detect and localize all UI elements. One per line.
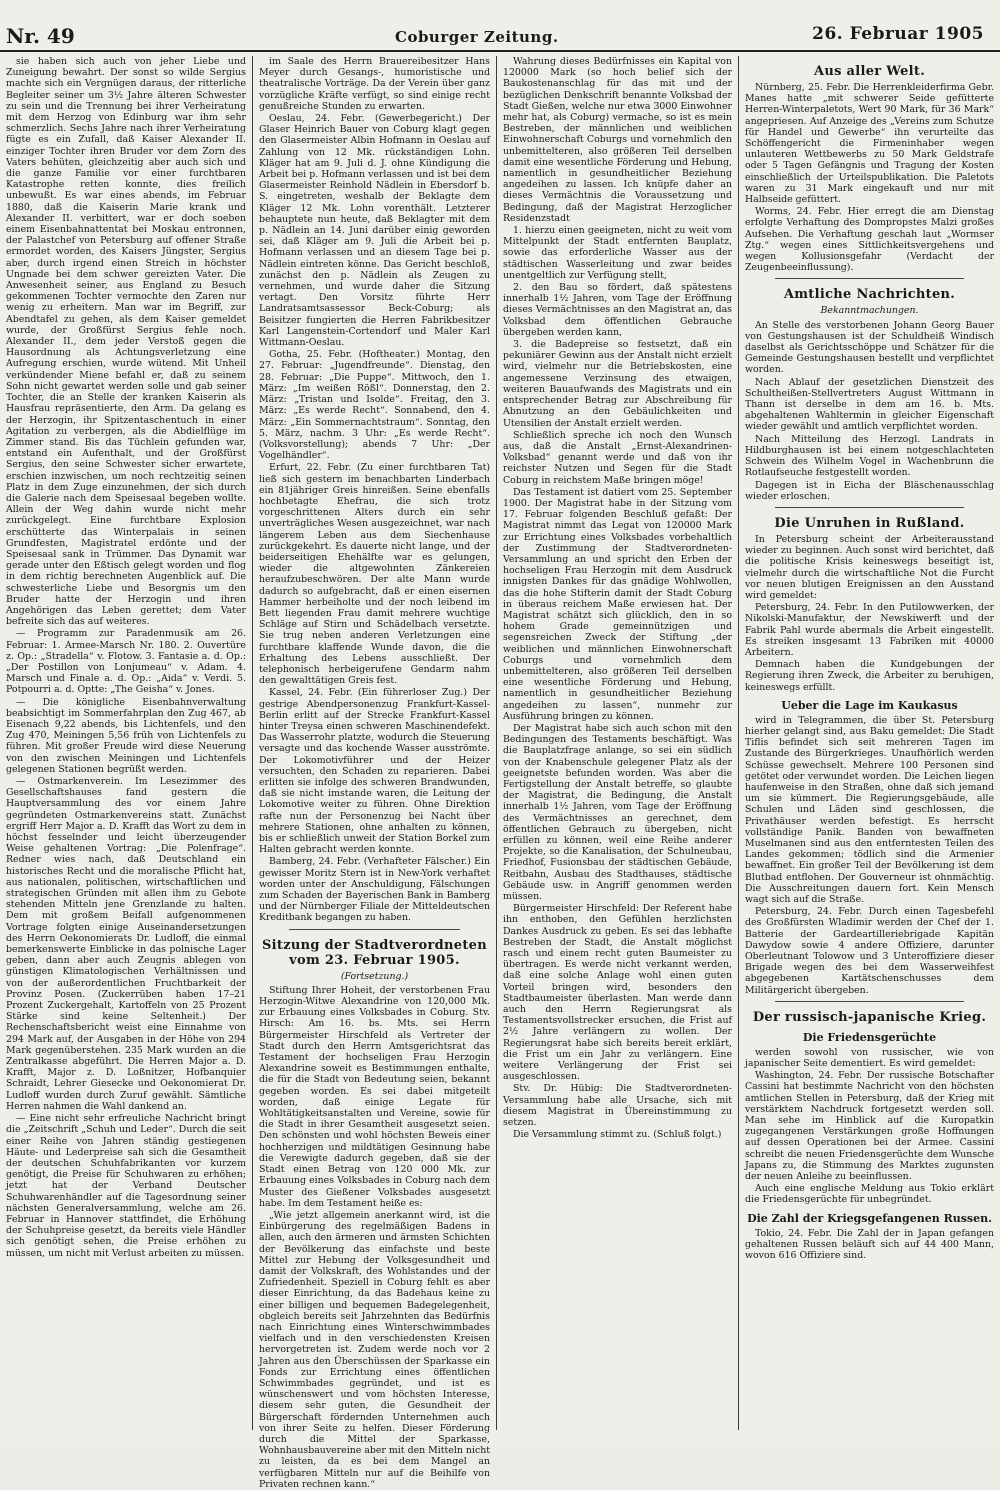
section-heading-stadtverordnete: Sitzung der Stadtverordneten vom 23. Februar 1905.	[261, 937, 487, 968]
issue-date: 26. Februar 1905	[812, 24, 984, 44]
masthead	[0, 0, 1000, 52]
section-subheading-friedensgeruechte: Die Friedensgerüchte	[802, 1030, 937, 1044]
divider	[289, 929, 460, 930]
article-paragraph: 3. die Badepreise so festsetzt, daß ein pekuniärer Gewinn aus der Anstalt nicht erzielt wird, vielmehr nur die Betriebskosten, eine angemessene Verzinsung des etwaigen, weiteren Bauaufwands des Magistrats und ein entsprechender Betrag zur Abschreibung für Abnutzung an den Gebäulichkeiten und Utensilien der Anstalt erzielt werden.	[503, 339, 732, 429]
article-paragraph: werden sowohl von russischer, wie von japanischer Seite dementiert. Es wird gemeldet:	[745, 1046, 994, 1070]
section-heading-amtliche-nachrichten: Amtliche Nachrichten.	[783, 287, 956, 303]
section-subheading-kaukasus: Ueber die Lage im Kaukasus	[781, 698, 958, 712]
article-paragraph: Washington, 24. Febr. Der russische Botschafter Cassini hat bestimmte Nachricht von den höchsten amtlichen Stellen in Petersburg, daß der Krieg mit verstärktem Nachdruck fortgesetzt werden soll. Man sehe im Hinblick auf die Kuropatkin zugegangenen Verstärkungen große Hoffnungen auf dessen Operationen bei der Armee. Cassini schreibt die neuen Friedensgerüchte dem Wunsche Japans zu, die Stimmung des Marktes zugunsten der neuen Anleihe zu beeinflussen.	[745, 1070, 994, 1183]
article-paragraph: Demnach haben die Kundgebungen der Regierung ihren Zweck, die Arbeiter zu beruhigen, keineswegs erfüllt.	[745, 659, 994, 693]
divider	[775, 507, 964, 508]
article-paragraph: Nach Ablauf der gesetzlichen Dienstzeit des Schultheißen-Stellvertreters August Wittmann in Thann ist derselbe in dem am 16. b. Mts. abgehaltenen Wahltermin in gleicher Eigenschaft wieder gewählt und amtlich verpflichtet worden.	[745, 376, 994, 433]
article-paragraph: 2. den Bau so fördert, daß spätestens innerhalb 1½ Jahren, vom Tage der Eröffnung dieses Vermächtnisses an den Magistrat an, das Volksbad dem öffentlichen Gebrauche übergeben werden kann,	[503, 282, 732, 338]
column-3	[497, 52, 738, 1438]
article-paragraph: — Die königliche Eisenbahnverwaltung beabsichtigt im Sommerfahrplan den Zug 467, ab Eisenach 9,22 abends, bis Lichtenfels, und den Zug 470, Meiningen 5,56 früh von Lichtenfels zu führen. Mit großer Freude wird diese Neuerung von den zwischen Meiningen und Lichtenfels gelegenen Stationen begrüßt werden.	[6, 696, 246, 775]
divider	[775, 1001, 964, 1002]
article-paragraph: Das Testament ist datiert vom 25. September 1900. Der Magistrat habe in der Sitzung vom 17. Februar folgenden Beschluß gefaßt: Der Magistrat nimmt das Legat von 120000 Mark zur Errichtung eines Volksbades vorbehaltlich der Zustimmung der Stadtverordneten-Versammlung an und spricht den Erben der hochseligen Frau Herzogin mit dem Ausdruck innigsten Dankes für das gnädige Wohlwollen, das die hohe Stifterin damit der Stadt Coburg in überaus reichem Maße erwiesen hat. Der Magistrat schätzt sich glücklich, den in so hohem Grade gemeinnützigen und segensreichen Zweck der Stiftung „der weiblichen und männlichen Einwohnerschaft Coburgs und vornehmlich dem unbemittelteren, also größeren Teil derselben eine wesentliche Förderung und Hebung, namentlich in gesundheitlicher Beziehung angedeihen zu lassen“, nunmehr zur Ausführung bringen zu können.	[503, 486, 732, 722]
article-paragraph: — Eine nicht sehr erfreuliche Nachricht bringt die „Zeitschrift „Schuh und Leder“. Durch die seit einer Reihe von Jahren ständig gestiegenen Häute- und Lederpreise sah sich die Gesamtheit der deutschen Schuhfabrikanten vor kurzem genötigt, die Preise für Schuhwaren zu erhöhen; jetzt hat der Verband Deutscher Schuhwarenhändler auf die Tagesordnung seiner nächsten Generalversammlung, welche am 26. Februar in Hannover stattfindet, die Erhöhung der Schuhpreise gesetzt, da bereits viele Händler sich genötigt sehen, die Preise erhöhen zu müssen, um nicht mit Verlust arbeiten zu müssen.	[6, 1113, 246, 1259]
article-paragraph: Der Magistrat habe sich auch schon mit den Bedingungen des Testaments beschäftigt. Was die Bauplatzfrage anlange, so sei ein südlich von der Knabenschule gelegener Platz als der geeignetste befunden worden. Was aber die Fertigstellung der Anstalt betreffe, so glaubte der Magistrat, die Bedingung, die Anstalt innerhalb 1½ Jahren, vom Tage der Eröffnung des Vermächtnisses an gerechnet, dem öffentlichen Gebrauch zu übergeben, nicht erfüllen zu können, weil eine Reihe anderer Projekte, so die Kanalisation, der Schulneubau, Friedhof, Fusionsbau der städtischen Gebäude, Reitbahn, Ausbau des Stadthauses, städtische Gebäude usw. in Angriff genommen werden müssen.	[503, 722, 732, 903]
section-heading-krieg: Der russisch-japanische Krieg.	[752, 1009, 987, 1025]
section-subheading: (Fortsetzung.)	[340, 970, 409, 982]
article-paragraph: — Ostmarkenverein. Im Lesezimmer des Gesellschaftshauses fand gestern die Hauptversammlung des vor einem Jahre gegründeten Ostmarkenvereins statt. Zunächst ergriff Herr Major a. D. Krafft das Wort zu dem in höchst fesselnder und leicht überzeugender Weise gehaltenen Vortrag: „Die Polenfrage“. Redner wies nach, daß Deutschland ein historisches Recht und die moralische Pflicht hat, aus nationalen, politischen, wirtschaftlichen und strategischen Gründen mit allen ihm zu Gebote stehenden Mitteln jene Grenzlande zu halten. Dem mit großem Beifall aufgenommenen Vortrage folgten einige Auseinandersetzungen des Herrn Oekonomierats Dr. Ludloff, die einmal bemerkenswerte Einblicke in das polnische Lager geben, dann aber auch Zeugnis ablegen von günstigen Klimatologischen Verhältnissen und von der außerordentlichen Fruchtbarkeit der Provinz Posen. (Zuckerrüben haben 17–21 Prozent Zuckergehalt, Kartoffeln von 25 Prozent Stärke sind keine Seltenheit.) Der Rechenschaftsbericht weist eine Einnahme von 294 Mark auf, der Ausgaben in der Höhe von 294 Mark gegenüberstehen. 235 Mark wurden an die Zentralkasse abgeführt. Die Herren Major a. D. Krafft, Major z. D. Loßnitzer, Hofbanquier Schraidt, Lehrer Giesecke und Oekonomierat Dr. Ludloff wurden durch Zuruf gewählt. Sämtliche Herren nahmen die Wahl dankend an.	[6, 776, 246, 1112]
article-paragraph: In Petersburg scheint der Arbeiterausstand wieder zu beginnen. Auch sonst wird berichtet, daß die politische Krisis keineswegs beseitigt ist, vielmehr durch die wirtschaftliche Not die Furcht vor neuen blutigen Ereignissen an den Ausstand wird gemeldet:	[745, 533, 994, 601]
issue-number: Nr. 49	[6, 24, 75, 48]
article-paragraph: Auch eine englische Meldung aus Tokio erklärt die Friedensgerüchte für unbegründet.	[745, 1183, 994, 1206]
article-paragraph: Petersburg, 24. Febr. In den Putilowwerken, der Nikolski-Manufaktur, der Newskiwerft und der Fabrik Pahl wurde abermals die Arbeit eingestellt. Es streiken insgesamt 13 Fabriken mit 40000 Arbeitern.	[745, 602, 994, 658]
article-paragraph: Worms, 24. Febr. Hier erregt die am Dienstag erfolgte Verhaftung des Dompropstes Malzi großes Aufsehen. Die Verhaftung geschah laut „Wormser Ztg.“ wegen eines Sittlichkeitsvergehens und wegen Kollusionsgefahr (Verdacht der Zeugenbeeinflussung).	[745, 206, 994, 274]
article-paragraph: Schließlich spreche ich noch den Wunsch aus, daß die Anstalt „Ernst-Alexandrinen-Volksbad“ genannt werde und daß von ihr reichster Nutzen und Segen für die Stadt Coburg in reichstem Maße bringen möge!	[503, 429, 732, 486]
article-paragraph: 1. hierzu einen geeigneten, nicht zu weit vom Mittelpunkt der Stadt entfernten Bauplatz, sowie das erforderliche Wasser aus der städtischen Wasserleitung und zwar beides unentgeltlich zur Verfügung stellt,	[503, 225, 732, 281]
article-paragraph: Stv. Dr. Hübig: Die Stadtverordneten-Versammlung habe alle Ursache, sich mit diesem Magistrat in Übereinstimmung zu setzen.	[503, 1083, 732, 1129]
column-1	[0, 52, 252, 1438]
article-paragraph: Bamberg, 24. Febr. (Verhafteter Fälscher.) Ein gewisser Moritz Stern ist in New-York verhaftet worden unter der Anschuldigung, Fälschungen zum Schaden der Bayerischen Bank in Bamberg und der Nürnberger Filiale der Mitteldeutschen Kreditbank begangen zu haben.	[259, 856, 490, 924]
article-paragraph: Erfurt, 22. Febr. (Zu einer furchtbaren Tat) ließ sich gestern im benachbarten Linderbach ein 81jähriger Greis hinreißen. Seine ebenfalls hochbetagte Ehefrau, die sich trotz vorgeschrittenen Alters durch ein sehr unverträgliches Wesen ausgezeichnet, war nach längerem Leben aus dem Siechenhause zurückgekehrt. Es dauerte nicht lange, und der beiderseitigen Ehehälfte war es gelungen, wieder die altgewohnten Zänkereien heraufzubeschwören. Der alte Mann wurde dadurch so aufgebracht, daß er einen eisernen Hammer herbeiholte und der noch leibend im Bett liegenden Frau damit mehrere wuchtige Schläge auf Stirn und Schädelbach versetzte. Sie trug neben anderen Verletzungen eine furchtbare klaffende Wunde davon, die die Erhaltung des Lebens ausschließt. Der telephonisch herbeigerufene Gendarm nahm den gewalttätigen Greis fest.	[259, 462, 490, 687]
section-subheading: Bekanntmachungen.	[820, 305, 919, 317]
article-paragraph: — Programm zur Paradenmusik am 26. Februar: 1. Armee-Marsch Nr. 180. 2. Ouvertüre z. Op.: „Stradella“ v. Flotow. 3. Fantasie a. d. Op.: „Der Postillon von Lonjumeau“ v. Adam. 4. Marsch und Finale a. d. Op.: „Aida“ v. Verdi. 5. Potpourri a. d. Optte: „The Geisha“ v. Jones.	[6, 628, 246, 696]
article-paragraph: „Wie jetzt allgemein anerkannt wird, ist die Einbürgerung des regelmäßigen Badens in allen, auch den ärmeren und ärmsten Schichten der Bevölkerung das einfachste und beste Mittel zur Hebung der Volksgesundheit und damit der Volkskraft, des Wohlstandes und der Zufriedenheit. Speziell in Coburg fehlt es aber dieser Einrichtung, da das Badehaus keine zu einer billigen und bequemen Badegelegenheit, obgleich bereits seit Jahrzehnten das Bedürfnis nach Einrichtung eines Winterschwimmbades vielfach und in den verschiedensten Kreisen hervorgetreten ist. Zudem werde noch vor 2 Jahren aus den Überschüssen der Sparkasse ein Fonds zur Errichtung eines öffentlichen Schwimmbades gegründet, und ist es wünschenswert und vom höchsten Interesse, diesem sehr guten, die Gesundheit der Bürgerschaft fördernden Unternehmen auch von ihrer Seite zu helfen. Dieser Förderung durch die Mittel der Sparkasse, Wohnhausbauvereine aber mit den Mitteln nicht zu leisten, da es bei dem Mangel an verfügbaren Mitteln nur auf die Beihilfe von Privaten rechnen kann.“	[259, 1209, 490, 1490]
columns	[0, 52, 1000, 1490]
article-paragraph: Die Versammlung stimmt zu. (Schluß folgt.)	[513, 1129, 722, 1141]
newspaper-title: Coburger Zeitung.	[395, 28, 559, 46]
article-paragraph: Gotha, 25. Febr. (Hoftheater.) Montag, den 27. Februar: „Jugendfreunde“. Dienstag, den 28. Februar: „Die Puppe“. Mittwoch, den 1. März: „Im weißen Rößl“. Donnerstag, den 2. März: „Tristan und Isolde“. Freitag, den 3. März: „Es werde Recht“. Sonnabend, den 4. März: „Ein Sommernachtstraum“. Sonntag, den 5. März, nachm. 3 Uhr: „Es werde Recht“. (Volksvorstellung); abends 7 Uhr: „Der Vogelhändler“.	[259, 349, 490, 462]
article-paragraph: Oeslau, 24. Febr. (Gewerbegericht.) Der Glaser Heinrich Bauer von Coburg klagt gegen den Glasermeister Albin Hofmann in Oeslau auf Zahlung von 12 Mk. rückständigen Lohn. Kläger hat am 9. Juli d. J. ohne Kündigung die Arbeit bei p. Hofmann verlassen und ist bei dem Glasermeister Reinhold Nädlein in Ebersdorf b. S. eingetreten, weshalb der Beklagte dem Kläger 12 Mk. Lohn vorenthält. Letzterer behauptete nun heute, daß Beklagter mit dem p. Nädlein an 14. Juni darüber einig geworden sei, daß Kläger am 9. Juli die Arbeit bei p. Hofmann verlassen und an diesem Tage bei p. Nädlein eintreten könne. Das Gericht beschloß, zunächst den p. Nädlein als Zeugen zu vernehmen, und wurde daher die Sitzung vertagt. Den Vorsitz führte Herr Landratsamtsassessor Beck-Coburg; als Beisitzer fungierten die Herren Fabrikbesitzer Karl Langenstein-Cortendorf und Maler Karl Wittmann-Oeslau.	[259, 113, 490, 349]
article-paragraph: Dagegen ist in Eicha der Bläschenausschlag wieder erloschen.	[745, 479, 994, 502]
article-paragraph: Tokio, 24. Febr. Die Zahl der in Japan gefangen gehaltenen Russen beläuft sich auf 44 400 Mann, wovon 616 Offiziere sind.	[745, 1227, 994, 1262]
divider	[775, 278, 964, 279]
article-paragraph: wird in Telegrammen, die über St. Petersburg hierher gelangt sind, aus Baku gemeldet: Die Stadt Tiflis befindet sich seit mehreren Tagen im Zustande des Bürgerkrieges. Unaufhörlich werden Schüsse gewechselt. Mehrere 100 Personen sind getötet oder verwundet worden. Die Leichen liegen haufenweise in den Straßen, ohne daß sich jemand um sie kümmert. Die Regierungsgebäude, alle Schulen und Läden sind geschlossen, die Privathäuser werden befestigt. Es herrscht vollständige Panik. Banden von bewaffneten Muselmanen sind aus den entferntesten Teilen des Landes gekommen; tödlich sind die Armenier bewaffnet. Ein großer Teil der Bevölkerung ist dem Blutbad entflohen. Der Gouverneur ist ohnmächtig. Die Ausschreitungen dauern fort. Kein Mensch wagt sich auf die Straße.	[745, 714, 994, 905]
column-2	[253, 52, 496, 1490]
article-paragraph: Kassel, 24. Febr. (Ein führerloser Zug.) Der gestrige Abendpersonenzug Frankfurt-Kassel-Berlin erlitt auf der Strecke Frankfurt-Kassel hinter Treysa einen schweren Maschinendefekt. Das Wasserrohr platzte, wodurch die Steuerung versagte und das kochende Wasser ausströmte. Der Lokomotivführer und der Heizer versuchten, den Schaden zu reparieren. Dabei erlitten sie infolge des schweren Brandwunden, daß sie nicht imstande waren, die Leitung der Lokomotive weiter zu führen. Ohne Direktion rafte nun der Personenzug bei Nacht über mehrere Stationen, ohne anhalten zu können, bis er schließlich unweit der Station Borkel zum Halten gebracht werden konnte.	[259, 687, 490, 856]
article-paragraph: Bürgermeister Hirschfeld: Der Referent habe ihn enthoben, den Gefühlen herzlichsten Dankes Ausdruck zu geben. Es sei das lebhafte Bestreben der Stadt, die Anstalt möglichst rasch und einem recht guten Baumeister zu übertragen. Es werde nicht verkannt werden, daß eine solche Anlage wohl einen guten Vorteil bringen wird, besonders den Stadtbaumeister überlasten. Man werde dann auch den Herrn Regierungsrat als Testamentsvollstrecker ersuchen, die Frist auf 2½ Jahre verlängern zu wollen. Der Regierungsrat habe sich bereits bereit erklärt, die Frist um ein Jahr zu verlängern. Eine weitere Verlängerung der Frist sei ausgeschlossen.	[503, 903, 732, 1083]
article-paragraph: Nürnberg, 25. Febr. Die Herrenkleiderfirma Gebr. Manes hatte „mit schwerer Seide gefütterte Herren-Winterpaletots, Wert 90 Mark, für 36 Mark“ angepriesen. Auf Anzeige des „Vereins zum Schutze für Handel und Gewerbe“ ihn verurteilte das Schöffengericht die Firmeninhaber wegen unlauteren Wettbewerbs zu 50 Mark Geldstrafe oder 5 Tagen Gefängnis und Tragung der Kosten einschließlich der Urteilspublikation. Die Paletots waren zu 31 Mark eingekauft und nur mit Halbseide gefüttert.	[745, 82, 994, 206]
article-paragraph: Wahrung dieses Bedürfnisses ein Kapital von 120000 Mark (so hoch belief sich der Baukostenanschlag für das mit und der bezüglichen Denkschrift benannte Volksbad der Stadt Gießen, welche nur etwa 3000 Einwohner mehr hat, als Coburg) vermache, so ist es mein Bestreben, der männlichen und weiblichen Einwohnerschaft Coburgs und vornehmlich den unbemittelteren, also größeren Teil derselben damit eine wesentliche Förderung und Hebung, namentlich in gesundheitlicher Beziehung angedeihen zu lassen. Ich knüpfe daher an dieses Vermächtnis die Voraussetzung und Bedingung, daß der Magistrat Herzoglicher Residenzstadt	[503, 56, 732, 224]
section-subheading-kriegsgefangene: Die Zahl der Kriegsgefangenen Russen.	[747, 1211, 992, 1225]
article-paragraph: Nach Mitteilung des Herzogl. Landrats in Hildburghausen ist bei einem notgeschlachteten Schwein des Wilhelm Vogel in Wachenbrunn die Rotlaufseuche festgestellt worden.	[745, 433, 994, 479]
column-4	[739, 52, 1000, 1438]
article-paragraph: An Stelle des verstorbenen Johann Georg Bauer von Gestungshausen ist der Schuldheiß Windisch daselbst als Gerichtsschöppe und Schätzer für die Gemeinde Gestungshausen bestellt und verpflichtet worden.	[745, 319, 994, 376]
article-paragraph: im Saale des Herrn Brauereibesitzer Hans Meyer durch Gesangs-, humoristische und theatralische Vorträge. Da der Verein über ganz vorzügliche Kräfte verfügt, so sind einige recht genußreiche Stunden zu erwarten.	[259, 56, 490, 112]
article-paragraph: sie haben sich auch von jeher Liebe und Zuneigung bewahrt. Der sonst so wilde Sergius machte sich ein Vergnügen daraus, der ritterliche Begleiter seiner um 3½ Jahre älteren Schwester zu sein und die Trennung bei ihrer Verheiratung mit dem Herzog von Edinburg war ihm sehr schmerzlich. Sechs Jahre nach ihrer Verheiratung fügte es ein Zufall, daß Kaiser Alexander II. einziger Tochter ihren Bruder vor dem Zorn des Vaters behüten, gleichzeitig aber auch sich und die ganze Familie vor einer furchtbaren Katastrophe retten konnte, dies freilich unbewußt. Es war eines abends, im Februar 1880, daß die Kaiserin Marie krank und Alexander II. verbittert, war er doch soeben einem Eisenbahnattentat bei Moskau entronnen, der Palastchef von Petersburg auf offener Straße ermordet worden, des Kaisers Jüngster, Sergius aber, durch irgend einen Streich in höchster Ungnade bei dem schwer gereizten Vater. Die Anwesenheit seiner, aus England zu Besuch gekommenen Tochter vermochte den Zaren nur wenig zu erheitern. Man war im Begriff, zur Abendtafel zu gehen, als dem Kaiser gemeldet wurde, der Großfürst Sergius fehle noch. Alexander II., dem jeder Verstoß gegen die Hausordnung als Achtungsverletzung eine Aufregung erschien, wurde wütend. Mit Unheil verkündender Miene befahl er, daß zu seinem Sohn nicht gewartet werden solle und gab seiner Tochter, die an Stelle der kranken Kaiserin als Hausfrau repräsentierte, den Arm. Da gelang es der Herzogin, ihr Spitzentaschentuch in einer Agitation zu verbergen, als die Abdielflüge im Zimmer stand. Bis das Tüchlein gefunden war, entstand ein Aufenthalt, und der Großfürst Sergius, den seine Schwester sicher erwartete, erschien inzwischen, um noch rechtzeitig seinen Platz in dem Zuge einzunehmen, der sich durch die Galerie nach dem Speisesaal begeben wollte. Allein der Weg dahin wurde nicht mehr zurückgelegt. Eine furchtbare Explosion erschütterte das Winterpalais in seinen Grundfesten, Magistratel erdönte und der Speisesaal sank in Trümmer. Das Dynamit war gerade unter den Eßtisch gelegt worden und flog in dem richtig berechneten Augenblick auf. Die schwesterliche Liebe und Besorgnis um den Bruder hatte der Herzogin und ihren Angehörigen das Leben gerettet; dem Vater befreite sich das auf weiteres.	[6, 56, 246, 628]
section-heading-aus-aller-welt: Aus aller Welt.	[813, 64, 926, 79]
article-paragraph: Stiftung Ihrer Hoheit, der verstorbenen Frau Herzogin-Witwe Alexandrine von 120,000 Mk. zur Erbauung eines Volksbades in Coburg. Stv. Hirsch: Am 16. bs. Mts. sei Herrn Bürgermeister Hirschfeld als Vertreter der Stadt durch den Herrn Amtsgerichtsrat das Testament der hochseligen Frau Herzogin Alexandrine soweit es Bestimmungen enthalte, die für die Stadt von Bedeutung seien, bekannt gegeben worden. Es sei dabei mitgeteilt worden, daß einige Legate für Wohltätigkeitsanstalten und Vereine, sowie für die Stadt in ihrer Gesamtheit ausgesetzt seien. Den schönsten und wohl höchsten Beweis einer hochherzigen und mildtätigen Gesinnung habe die Verewigte dadurch gegeben, daß sie der Stadt einen Betrag von 120 000 Mk. zur Erbauung eines Volksbades in Coburg nach dem Muster des Gießener Volksbades ausgesetzt habe. Im dem Testament heiße es:	[259, 984, 490, 1209]
section-heading-unruhen: Die Unruhen in Rußland.	[774, 515, 965, 531]
article-paragraph: Petersburg, 24. Febr. Durch einen Tagesbefehl des Großfürsten Wladimir werden der Chef der 1. Batterie der Gardeartilleriebrigade Kapitän Dawydow sowie 4 andere Offiziere, darunter Oberleutnant Tolowow und 3 Unteroffiziere dieser Brigade wegen des bei dem Wasserweihfest abgegebenen Kartätschenschusses dem Militärgericht übergeben.	[745, 906, 994, 996]
